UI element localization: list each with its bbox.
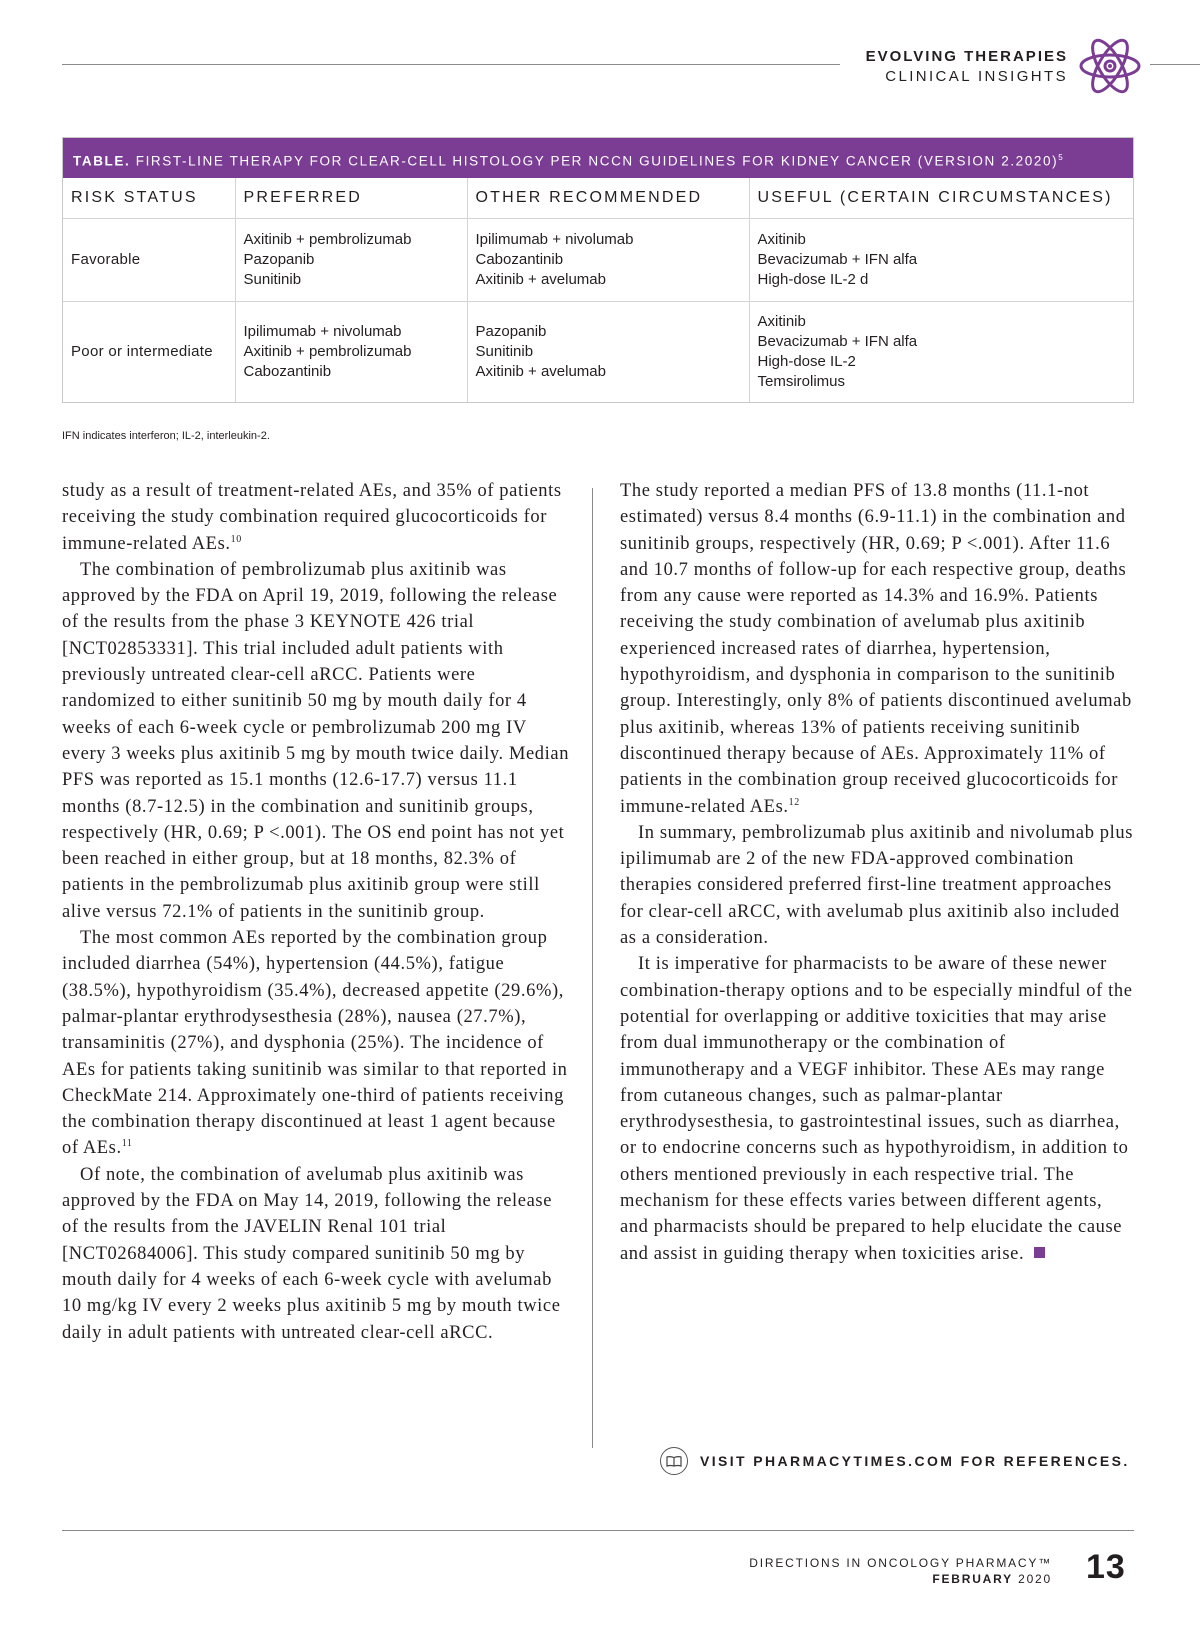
atom-icon [1078,34,1142,98]
drug-item: High-dose IL-2 [757,353,856,370]
article-column-right [620,478,1134,1267]
section-title: EVOLVING THERAPIES [865,48,1068,65]
paragraph-text: The study reported a median PFS of 13.8 months (11.1-not estimated) versus 8.4 months (6.9-11.1) in the combination and sunitinib groups, respectively (HR, 0.69; P <.001). After 11.6 and 10.7 months of follow-up for each respective group, deaths from any cause were reported as 14.3% and 16.9%. Patients receiving the study combination of avelumab plus axitinib experienced increased rates of diarrhea, hypertension, hypothyroidism, and dysphonia in comparison to the sunitinib group. Interestingly, only 8% of patients discontinued avelumab plus axitinib, whereas 13% of patients receiving sunitinib discontinued therapy because of AEs. Approximately 11% of patients in the combination group received glucocorticoids for immune-related AEs. [620,481,1132,817]
footer-publication [749,1555,1052,1587]
table-footnote: IFN indicates interferon; IL-2, interleukin-2. [62,430,270,442]
references-link[interactable] [660,1447,1130,1475]
drug-item: Temsirolimus [757,373,846,390]
drug-item: High-dose IL-2 d [757,271,869,288]
table-header-cell: RISK STATUS [63,178,235,219]
drug-item: Pazopanib [243,251,315,268]
table-grid [63,178,1133,402]
paragraph [62,925,572,1162]
paragraph: Of note, the combination of avelumab plus axitinib was approved by the FDA on May 14, 2019, following the release of the results from the JAVELIN Renal 101 trial [NCT02684006]. This study compared sunitinib 50 mg by mouth daily for 4 weeks of each 6-week cycle with avelumab 10 mg/kg IV every 2 weeks plus axitinib 5 mg by mouth twice daily in adult patients with untreated clear-cell aRCC. [62,1164,561,1343]
header-rule-right [1150,64,1200,65]
drug-item: Axitinib [757,313,806,330]
paragraph-text: The most common AEs reported by the combination group included diarrhea (54%), hypertension (44.5%), fatigue (38.5%), hypothyroidism (35.4%), decreased appetite (29.6%), palmar-plantar erythrodysesthesia (28%), nausea (27.7%), transaminitis (27%), and dysphonia (25%). The incidence of AEs for patients taking sunitinib was similar to that reported in CheckMate 214. Approximately one-third of patients receiving the combination therapy discontinued at least 1 agent because of AEs. [62,928,568,1159]
drug-item: Axitinib + avelumab [475,271,606,288]
table-caption [63,138,1133,178]
paragraph-text: study as a result of treatment-related AEs, and 35% of patients receiving the study combination required glucocorticoids for immune-related AEs. [62,481,562,554]
useful-cell [749,302,1133,403]
drug-item: Sunitinib [243,271,302,288]
table-row [63,219,1133,302]
table-caption-ref: 5 [1058,153,1065,162]
publication-name: DIRECTIONS IN ONCOLOGY PHARMACY™ [749,1556,1052,1570]
table-header-row [63,178,1133,219]
section-header [866,47,1068,87]
table-row [63,302,1133,403]
drug-item: Bevacizumab + IFN alfa [757,251,918,268]
reference-marker: 12 [788,796,800,808]
other-recommended-cell [467,219,749,302]
drug-item: Axitinib + pembrolizumab [243,231,412,248]
reference-marker: 11 [121,1138,133,1150]
header-rule-left [62,64,840,65]
paragraph [620,478,1134,820]
issue-year: 2020 [1018,1572,1052,1586]
page-number: 13 [1086,1548,1126,1586]
issue-month: FEBRUARY [932,1572,1013,1586]
end-mark-icon [1034,1247,1045,1258]
reference-marker: 10 [230,533,242,545]
drug-item: Ipilimumab + nivolumab [243,323,402,340]
paragraph [620,951,1134,1267]
drug-item: Pazopanib [475,323,547,340]
book-icon [660,1447,688,1475]
table-caption-text: FIRST-LINE THERAPY FOR CLEAR-CELL HISTOLOGY PER NCCN GUIDELINES FOR KIDNEY CANCER (VERSION 2.2020) [135,153,1059,169]
useful-cell [749,219,1133,302]
drug-item: Sunitinib [475,343,534,360]
drug-item: Cabozantinib [243,363,332,380]
paragraph: In summary, pembrolizumab plus axitinib and nivolumab plus ipilimumab are 2 of the new FDA-approved combination therapies considered preferred first-line treatment approaches for clear-cell aRCC, with avelumab plus axitinib also included as a consideration. [620,822,1134,949]
risk-status-cell: Poor or intermediate [63,302,235,403]
risk-status-cell: Favorable [63,219,235,302]
table-header-cell: OTHER RECOMMENDED [467,178,749,219]
preferred-cell [235,302,467,403]
preferred-cell [235,219,467,302]
drug-item: Axitinib + avelumab [475,363,606,380]
paragraph-text: It is imperative for pharmacists to be aware of these newer combination-therapy options and to be especially mindful of the potential for overlapping or additive toxicities that may arise from dual immunotherapy or the combination of immunotherapy and a VEGF inhibitor. These AEs may range from cutaneous changes, such as palmar-plantar erythrodysesthesia, to gastrointestinal issues, such as diarrhea, or to endocrine concerns such as hypothyroidism, in addition to others mentioned previously in each respective trial. The mechanism for these effects varies between different agents, and pharmacists should be prepared to help elucidate the cause and assist in guiding therapy when toxicities arise. [620,954,1133,1264]
therapy-table [62,137,1134,403]
other-recommended-cell [467,302,749,403]
table-header-cell: PREFERRED [235,178,467,219]
footer-rule [62,1530,1134,1531]
drug-item: Ipilimumab + nivolumab [475,231,634,248]
drug-item: Axitinib [757,231,806,248]
references-link-text[interactable]: VISIT PHARMACYTIMES.COM FOR REFERENCES. [700,1453,1130,1469]
table-header-cell: USEFUL (CERTAIN CIRCUMSTANCES) [749,178,1133,219]
drug-item: Cabozantinib [475,251,564,268]
paragraph: The combination of pembrolizumab plus axitinib was approved by the FDA on April 19, 2019, following the release of the results from the phase 3 KEYNOTE 426 trial [NCT02853331]. This trial included adult patients with previously untreated clear-cell aRCC. Patients were randomized to either sunitinib 50 mg by mouth daily for 4 weeks of each 6-week cycle or pembrolizumab 200 mg IV every 3 weeks plus axitinib 5 mg by mouth twice daily. Median PFS was reported as 15.1 months (12.6-17.7) versus 11.1 months (8.7-12.5) in the combination and sunitinib groups, respectively (HR, 0.69; P <.001). The OS end point has not yet been reached in either group, but at 18 months, 82.3% of patients in the pembrolizumab plus axitinib group were still alive versus 72.1% of patients in the sunitinib group. [62,559,570,922]
table-caption-label: TABLE. [73,153,131,169]
drug-item: Axitinib + pembrolizumab [243,343,412,360]
drug-item: Bevacizumab + IFN alfa [757,333,918,350]
article-column-left [62,478,572,1346]
paragraph [62,478,572,557]
column-divider [592,488,593,1448]
section-subtitle: CLINICAL INSIGHTS [885,68,1068,85]
